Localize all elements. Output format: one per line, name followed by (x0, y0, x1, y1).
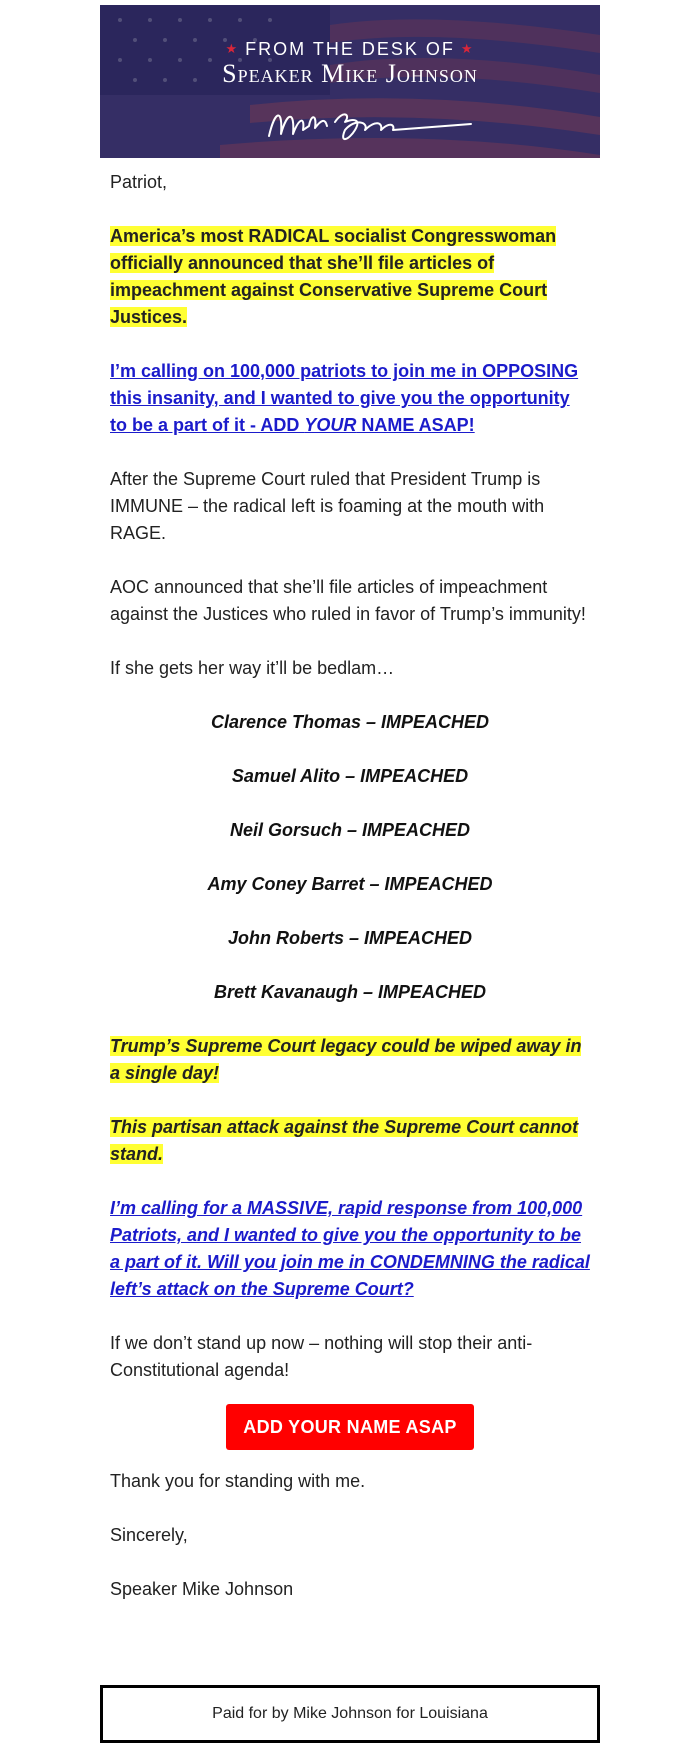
add-your-name-button[interactable]: ADD YOUR NAME ASAP (226, 1404, 474, 1450)
star-icon: ★ (225, 41, 240, 56)
banner-desk-line (100, 39, 600, 60)
cta-wrapper (110, 1404, 590, 1450)
signoff-name: Speaker Mike Johnson (110, 1579, 294, 1599)
attack-highlight (110, 1114, 590, 1168)
paragraph-stand-up: If we don’t stand up now – nothing will stop their anti-Constitutional agenda! (110, 1333, 533, 1380)
paragraph-aoc: AOC announced that she’ll file articles of impeachment against the Justices who ruled in favor of Trump’s immunity! (110, 577, 586, 624)
justice-item: Neil Gorsuch – IMPEACHED (229, 820, 471, 840)
paid-for-disclaimer: Paid for by Mike Johnson for Louisiana (100, 1685, 600, 1743)
signature-icon (265, 100, 475, 148)
justice-item: Samuel Alito – IMPEACHED (231, 766, 469, 786)
star-icon: ★ (460, 41, 475, 56)
justice-item: John Roberts – IMPEACHED (227, 928, 473, 948)
intro-highlight-text: America’s most RADICAL socialist Congresswoman officially announced that she’ll file articles of impeachment against Conservative Supreme Court Justices. (110, 226, 557, 327)
justice-item: Brett Kavanaugh – IMPEACHED (213, 982, 487, 1002)
legacy-highlight (110, 1033, 590, 1087)
justice-item: Amy Coney Barret – IMPEACHED (207, 874, 493, 894)
sincerely-text: Sincerely, (110, 1525, 188, 1545)
justice-item: Clarence Thomas – IMPEACHED (210, 712, 490, 732)
legacy-highlight-text: Trump’s Supreme Court legacy could be wiped away in a single day! (110, 1036, 582, 1083)
paragraph-bedlam: If she gets her way it’ll be bedlam… (110, 658, 395, 678)
email-content (100, 5, 600, 1603)
link-part-italic[interactable]: YOUR (304, 415, 357, 435)
attack-highlight-text: This partisan attack against the Supreme Court cannot stand. (110, 1117, 579, 1164)
intro-highlight (110, 223, 590, 331)
banner-name: Speaker Mike Johnson (222, 59, 478, 88)
banner-desk-text: FROM THE DESK OF (245, 39, 455, 59)
paragraph-immunity: After the Supreme Court ruled that President Trump is IMMUNE – the radical left is foaming at the mouth with RAGE. (110, 469, 545, 543)
header-banner (100, 5, 600, 158)
petition-link-1[interactable] (110, 358, 590, 439)
petition-link-text[interactable]: I’m calling for a MASSIVE, rapid response from 100,000 Patriots, and I wanted to give you the opportunity to be a part of it. Will you join me in CONDEMNING the radical left’s attack on the Supreme Court? (110, 1198, 590, 1299)
petition-link-text[interactable] (110, 361, 578, 435)
thanks-text: Thank you for standing with me. (110, 1471, 366, 1491)
petition-link-2[interactable] (110, 1195, 590, 1303)
greeting: Patriot, (110, 172, 168, 192)
email-body (100, 169, 600, 1603)
link-part[interactable]: I’m calling on 100,000 patriots to join me in OPPOSING this insanity, and I wanted to give you the opportunity to be a part of it - ADD (110, 361, 579, 435)
link-part[interactable]: NAME ASAP! (356, 415, 475, 435)
